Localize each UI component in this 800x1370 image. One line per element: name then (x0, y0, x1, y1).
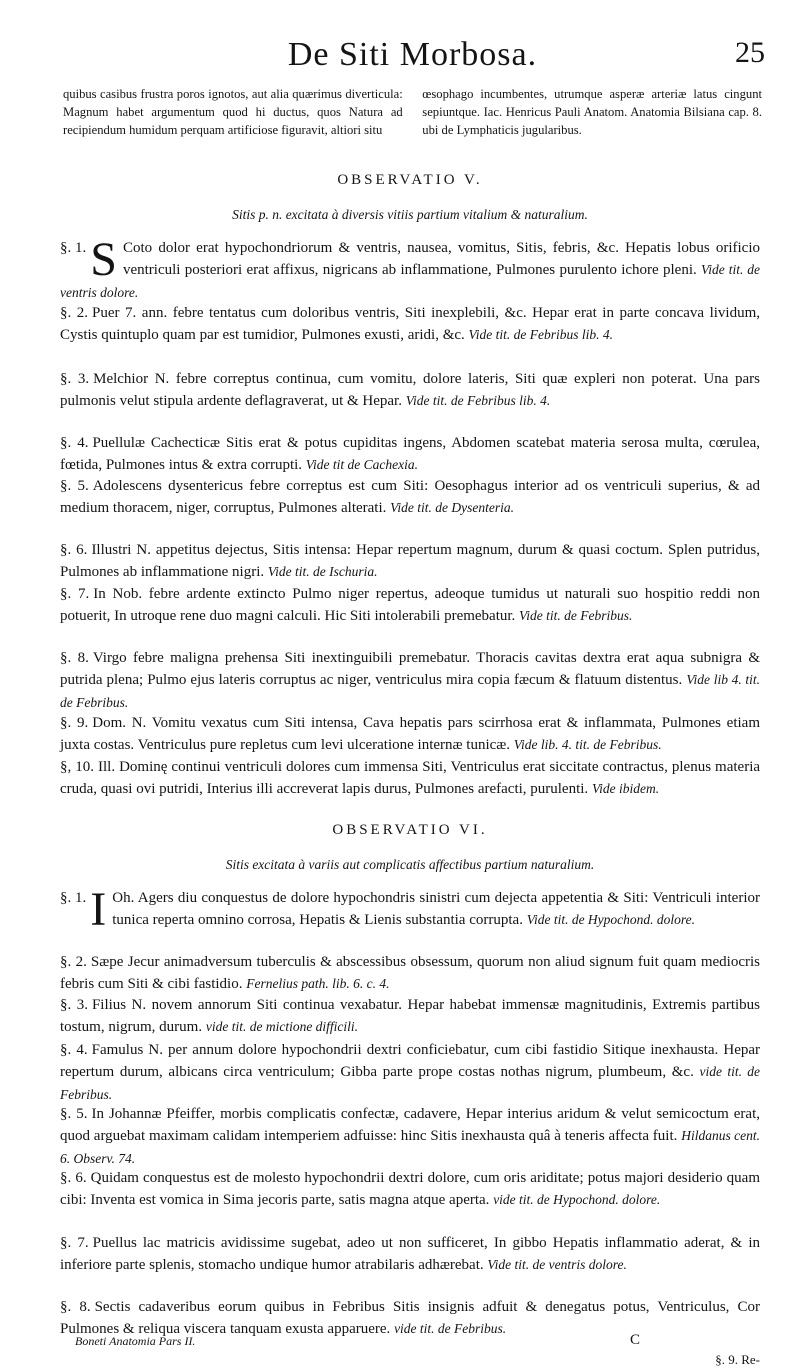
page-header (60, 30, 765, 82)
paragraph-text: In Johannæ Pfeiffer, morbis complicatis confectæ, cadavere, Hepar interius aridum & velut semicoctum erat, quod arguebat maximam calidam intemperiem adfuisse: hinc Sitis inexhausta quâ à teneris affecta fuit. (60, 1106, 761, 1145)
paragraph (60, 584, 760, 628)
paragraph-number: §. 8. (60, 650, 89, 666)
paragraph-text: In Nob. febre ardente extincto Pulmo niger repertus, adeoque tumidus ut naturali suo hospitio reddi non potuerit, In utroque rene duo magni calculi. Hic Siti intolerabili premebatur. (60, 586, 761, 625)
drop-cap: S (90, 233, 117, 286)
paragraph (60, 540, 760, 584)
paragraph-text: Dom. N. Vomitu vexatus cum Siti intensa, Cava hepatis pars scirrhosa erat & inflammata, Pulmones etiam juxta costas. Ventriculus pure repletus cum levi ulceratione internæ tunicæ. (60, 715, 760, 754)
paragraph (60, 303, 760, 347)
paragraph (60, 757, 760, 801)
cross-reference: Vide lib 4. tit. de Febribus. (60, 672, 761, 710)
cross-reference: Vide tit. de Febribus lib. 4. (405, 393, 551, 409)
paragraph (60, 952, 760, 996)
paragraph (60, 995, 760, 1039)
paragraph-text: Illustri N. appetitus dejectus, Sitis intensa: Hepar repertum magnum, durum & quasi coctum. Splen putridus, Pulmones ab inflammatione nigri. (60, 542, 760, 581)
paragraph (60, 883, 760, 936)
paragraph-number: §. 7. (60, 1235, 89, 1251)
cross-reference: Hildanus cent. 6. Observ. 74. (60, 1128, 760, 1166)
paragraph-number: §. 6. (60, 542, 88, 558)
paragraph (60, 369, 760, 413)
paragraph-text: Filius N. novem annorum Siti continua vexabatur. Hepar habebat immensæ magnitudinis, Extremis partibus tostum, nigrum, durum. (60, 997, 760, 1036)
paragraph-number: §. 8. (60, 1299, 91, 1315)
paragraph-number: §. 4. (60, 435, 89, 451)
cross-reference: Vide lib. 4. tit. de Febribus. (513, 737, 662, 753)
page-number: 25 (735, 36, 765, 69)
paragraph-text: Coto dolor erat hypochondriorum & ventris, nausea, vomitus, Sitis, febris, &c. Hepatis lobus orificio ventriculi posteriori erat affixus, nigricans ab inflammatione, Pulmones purulento ichore pleni. (122, 240, 760, 279)
paragraph-text: Melchior N. febre correptus continua, cum vomitu, dolore lateris, Siti quæ expleri non poterat. Una pars pulmonis velut stipula ardente deflagraverat, ut & Hepar. (60, 371, 760, 410)
paragraph-number: §. 5. (60, 1106, 88, 1122)
paragraph-text: Puer 7. ann. febre tentatus cum doloribus ventris, Siti inexplebili, &c. Hepar erat in parte concava lividum, Cystis quintuplo quam par est tumidior, Pulmones exusti, aridi, &c. (60, 305, 760, 344)
paragraph (60, 476, 760, 520)
paragraph-text: Puellulæ Cachecticæ Sitis erat & potus cupiditas ingens, Abdomen scatebat materia serosa multa, cœrulea, fœtida, Pulmones intus & extra corrupti. (60, 435, 761, 474)
paragraph-number: §. 2. (60, 305, 89, 321)
observation-v-heading: OBSERVATIO V. (337, 172, 483, 188)
paragraph-text: Quidam conquestus est de molesto hypochondrii dextri dolore, cum oris ariditate; potus majori desiderio quam cibi: Inventa est vomica in Sima jecoris parte, satis magna atque aperta. (60, 1170, 760, 1209)
cross-reference: vide tit. de Hypochond. dolore. (493, 1192, 661, 1208)
paragraph (60, 433, 760, 477)
paragraph (60, 713, 760, 757)
paragraph-text: Virgo febre maligna prehensa Siti inextinguibili premebatur. Thoracis cavitas dextra erat aqua subnigra & putrida plena; Pulmo ejus lateris corruptus ac niger, ventriculus mira copia fæcum & flatuum distentus. (60, 650, 760, 689)
paragraph (60, 1040, 760, 1106)
observation-vi-subheading: Sitis excitata à variis aut complicatis affectibus partium naturalium. (225, 857, 595, 872)
cross-reference: Vide tit. de Hypochond. dolore. (526, 912, 696, 928)
paragraph-number: §, 10. (60, 759, 95, 775)
paragraph (60, 1233, 760, 1277)
paragraph-number: §. 3. (60, 997, 88, 1013)
paragraph-number: §. 9. (60, 715, 89, 731)
cross-reference: vide tit. de Febribus. (60, 1064, 760, 1102)
cross-reference: vide tit. de mictione difficili. (205, 1019, 359, 1035)
drop-cap: I (90, 883, 107, 936)
paragraph-text: Puellus lac matricis avidissime sugebat, adeo ut non sufficeret, In gibbo Hepatis inflammatio aderat, & in inferiore parte splenis, stomacho undique humor atrabilaris adhærebat. (60, 1235, 760, 1274)
right-column-text: œsophago incumbentes, utrumque asperæ arteriæ latus cingunt sepiuntque. Iac. Henricus Pauli Anatom. Anatomia Bilsiana cap. 8. ubi de Lymphaticis jugularibus. (422, 87, 762, 137)
continued-columns (63, 85, 762, 157)
paragraph-text: Famulus N. per annum dolore hypochondrii dextri conficiebatur, cum cibi fastidio Sitique inexhausta. Hepar repertum durum, albicans circa ventriculum; Gibba parte prope costas nothas nigrum, plumbeum, &c. (60, 1042, 761, 1081)
catchword: §. 9. Re- (715, 1352, 760, 1367)
paragraph-text: Sectis cadaveribus eorum quibus in Febribus Sitis insignis adfuit & denegatus potus, Ventriculus, Cor Pulmones & reliqua viscera tanquam exusta apparuere. (60, 1299, 760, 1338)
paragraph-text: Ill. Dominę continui ventriculi dolores cum immensa Siti, Ventriculus erat siccitate contractus, plenus materia cruda, quasi ovi putridi, Interius illi accreverat lapis durus, Pulmones arefacti, purulenti. (60, 759, 761, 798)
observation-vi-heading: OBSERVATIO VI. (332, 822, 488, 838)
left-column-text: quibus casibus frustra poros ignotos, aut alia quærimus diverticula: Magnum habet argumentum quod hi ductus, quos Natura ad recipiendum humidum perquam artificiose figuravit, altiori situ (63, 87, 403, 137)
paragraph-number: §. 7. (60, 586, 90, 602)
paragraph-number: §. 2. (60, 954, 87, 970)
running-title: De Siti Morbosa. (287, 36, 538, 73)
cross-reference: Vide tit. de Febribus. (519, 608, 633, 624)
paragraph-text: Adolescens dysentericus febre correptus est cum Siti: Oesophagus interior ad os ventriculi superius, & ad medium thoracem, niger, corruptus, Pulmones alterati. (60, 478, 760, 517)
cross-reference: Vide tit. de Febribus lib. 4. (468, 327, 614, 343)
cross-reference: Vide tit. de Ischuria. (267, 564, 378, 580)
cross-reference: Fernelius path. lib. 6. c. 4. (246, 976, 390, 992)
paragraph (60, 233, 760, 304)
observation-v-subheading: Sitis p. n. excitata à diversis vitiis partium vitalium & naturalium. (232, 207, 588, 222)
cross-reference: vide tit. de Febribus. (394, 1321, 507, 1337)
signature-line: Boneti Anatomia Pars II. (75, 1334, 196, 1348)
cross-reference: Vide ibidem. (591, 781, 660, 797)
page-footer (75, 1330, 760, 1370)
paragraph (60, 1104, 760, 1170)
paragraph (60, 1168, 760, 1212)
paragraph-text: Sæpe Jecur animadversum tuberculis & abscessibus obsessum, quorum non aliud signum fuit quam mediocris febris cum Siti & cibi fastidio. (60, 954, 761, 993)
signature-mark: C (630, 1332, 641, 1348)
paragraph-number: §. 3. (60, 371, 90, 387)
paragraph-number: §. 6. (60, 1170, 87, 1186)
paragraph-number: §. 1. (60, 240, 87, 256)
paragraph-number: §. 5. (60, 478, 89, 494)
paragraph-number: §. 1. (60, 890, 87, 906)
paragraph-number: §. 4. (60, 1042, 88, 1058)
cross-reference: Vide tit. de Dysenteria. (390, 500, 514, 516)
paragraph-text: Oh. Agers diu conquestus de dolore hypochondris sinistri cum dejecta appetentia & Siti: Ventriculi interior tunica reperta omnino corrosa, Hepatis & Lienis substantia corrupta. (112, 890, 760, 929)
cross-reference: Vide tit. de ventris dolore. (487, 1257, 627, 1273)
cross-reference: Vide tit de Cachexia. (305, 457, 419, 473)
cross-reference: Vide tit. de ventris dolore. (60, 262, 760, 300)
paragraph (60, 648, 760, 714)
